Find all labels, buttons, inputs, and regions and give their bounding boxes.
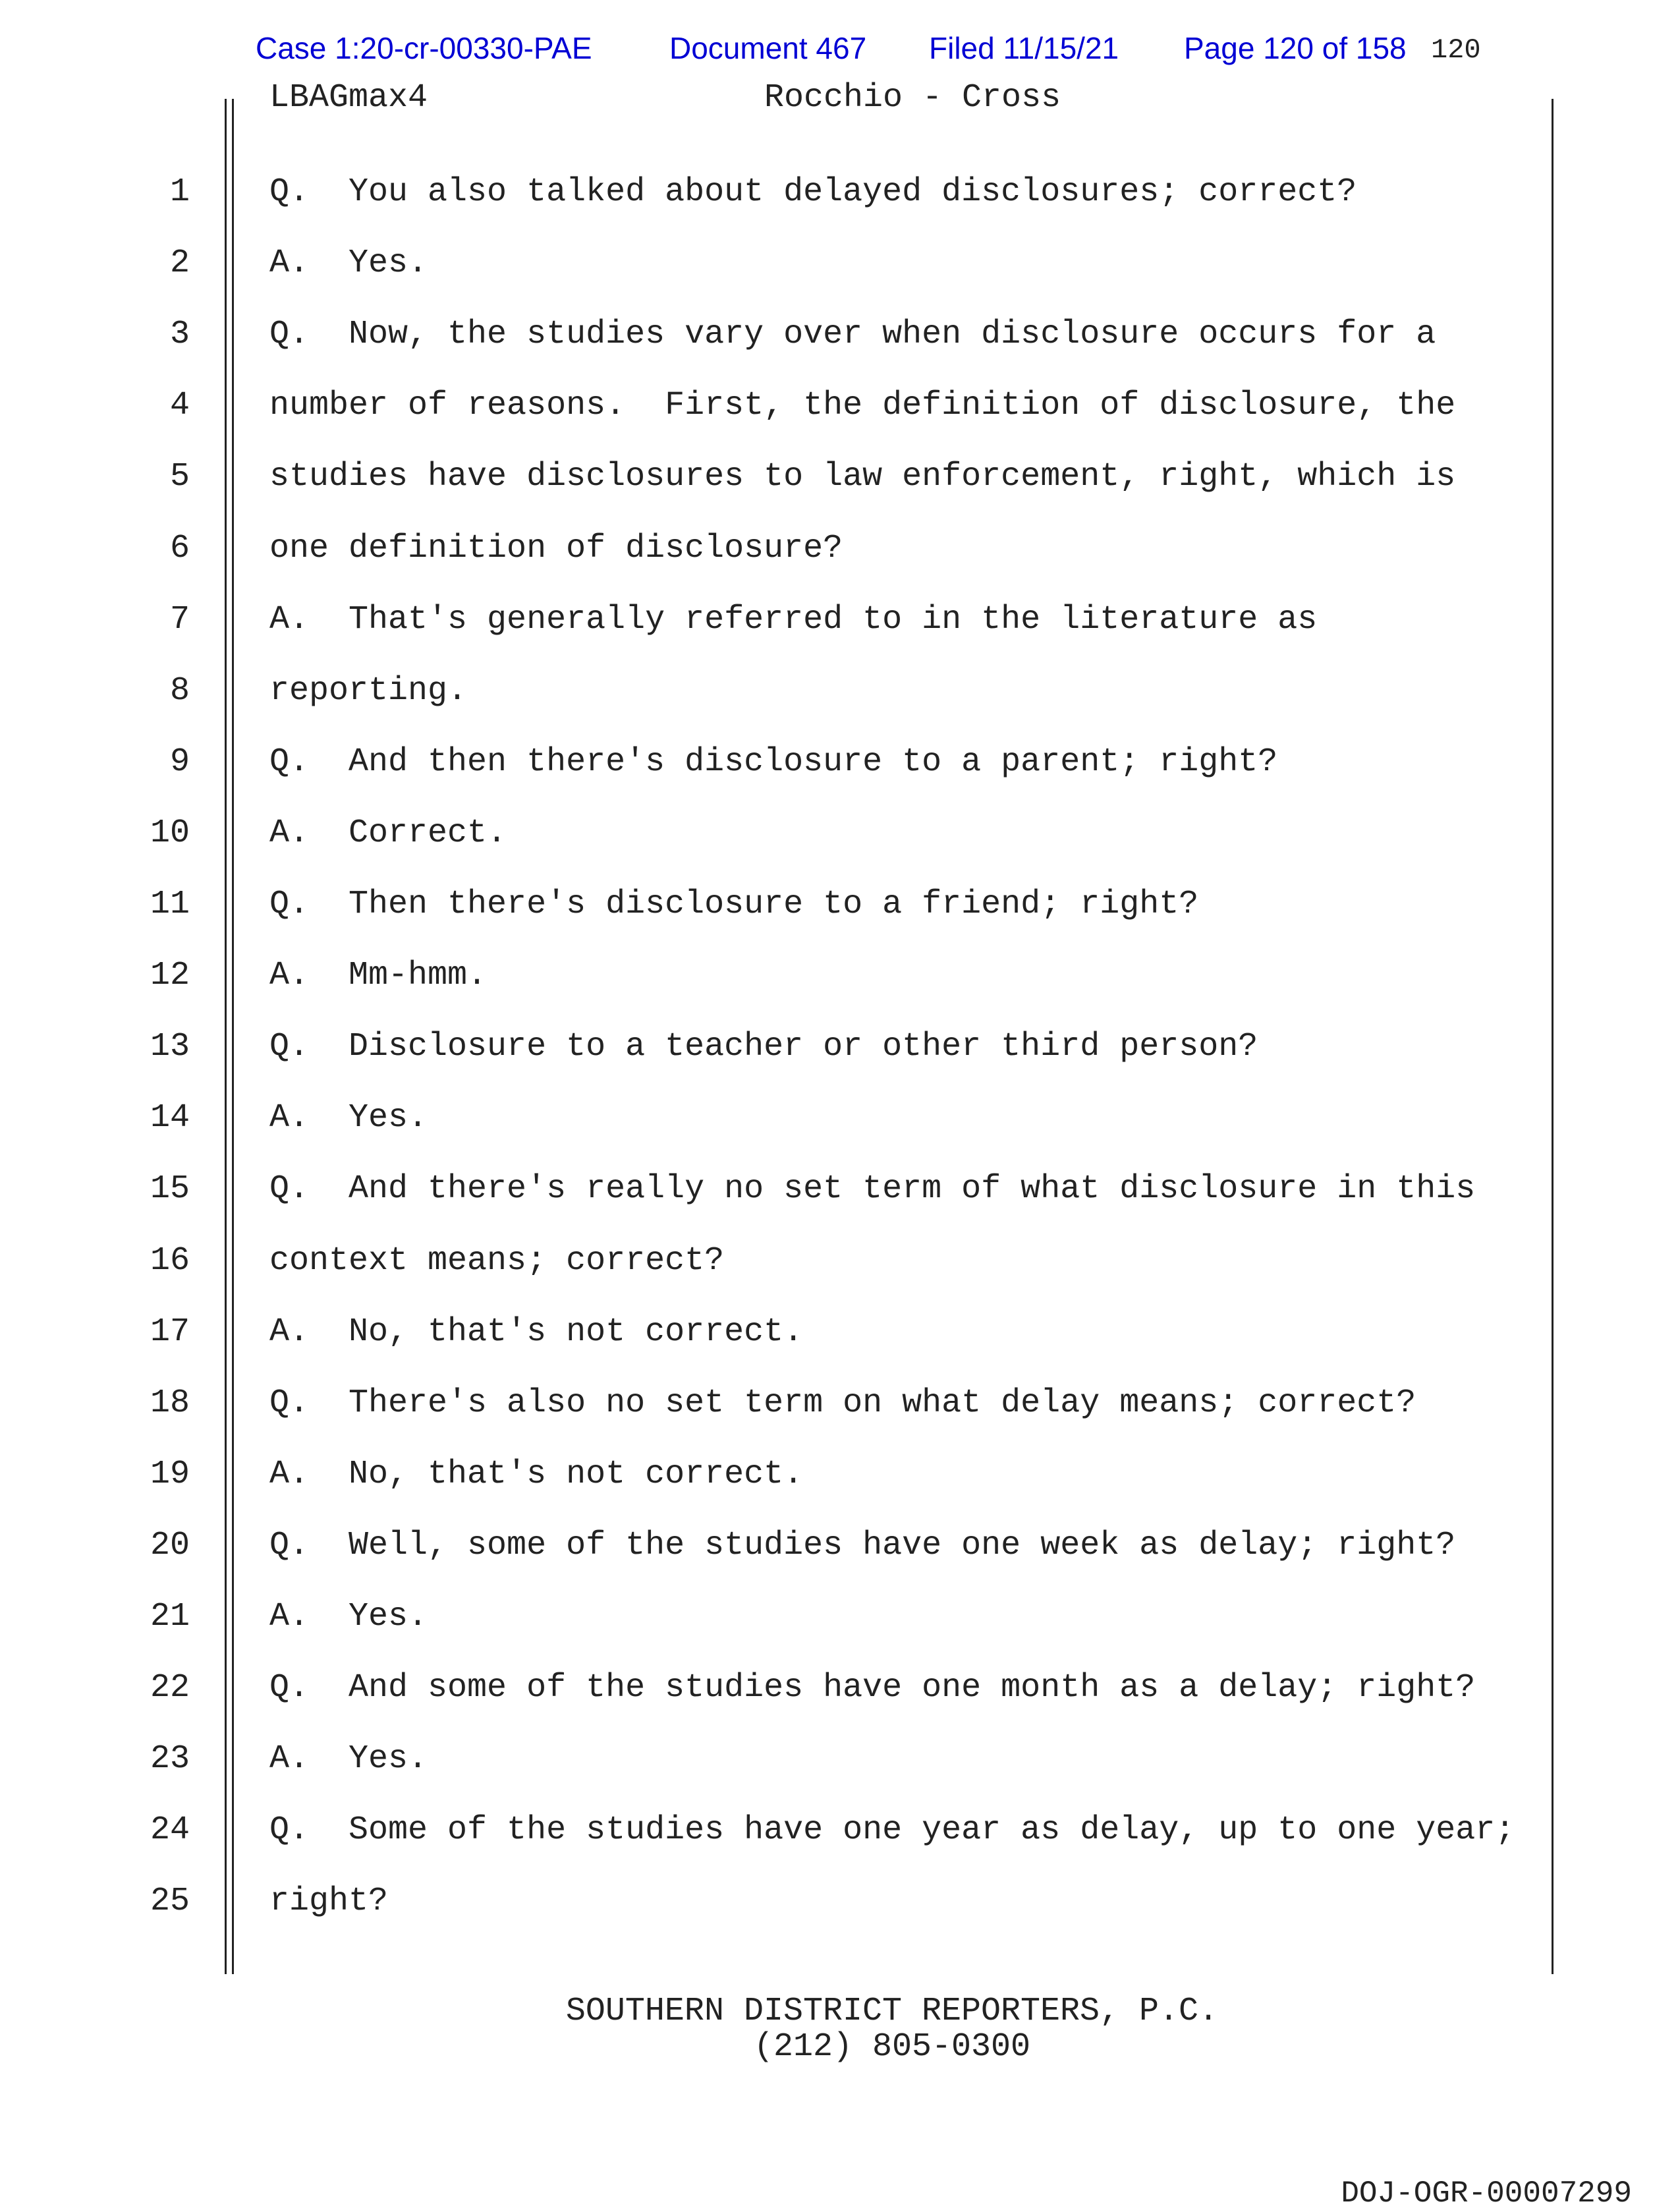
transcript-line bbox=[0, 1598, 1680, 1669]
line-number: 19 bbox=[150, 1455, 190, 1493]
transcript-line bbox=[0, 1099, 1680, 1170]
line-number: 10 bbox=[150, 814, 190, 852]
line-number: 12 bbox=[150, 957, 190, 995]
transcript-line bbox=[0, 1028, 1680, 1099]
line-number: 4 bbox=[169, 387, 190, 425]
transcript-line bbox=[0, 1170, 1680, 1241]
line-text: Q. Some of the studies have one year as delay, up to one year; bbox=[269, 1811, 1515, 1850]
line-text: Q. Now, the studies vary over when disclosure occurs for a bbox=[269, 316, 1436, 354]
line-number: 1 bbox=[169, 173, 190, 211]
transcript-page-number: 120 bbox=[1431, 34, 1481, 66]
transcript-line bbox=[0, 601, 1680, 672]
line-number: 5 bbox=[169, 458, 190, 496]
transcript-line bbox=[0, 1883, 1680, 1954]
line-text: A. Yes. bbox=[269, 1099, 428, 1137]
line-text: number of reasons. First, the definition of disclosure, the bbox=[269, 387, 1456, 425]
transcript-line bbox=[0, 814, 1680, 886]
line-text: context means; correct? bbox=[269, 1241, 725, 1280]
bates-number: DOJ-OGR-00007299 bbox=[1341, 2176, 1632, 2211]
line-number: 11 bbox=[150, 886, 190, 923]
line-number: 13 bbox=[150, 1028, 190, 1066]
transcript-line bbox=[0, 316, 1680, 387]
line-text: A. Mm-hmm. bbox=[269, 957, 488, 995]
transcript-line bbox=[0, 1384, 1680, 1456]
case-number: Case 1:20-cr-00330-PAE bbox=[256, 31, 592, 65]
transcript-line bbox=[0, 1242, 1680, 1313]
transcript-line bbox=[0, 387, 1680, 458]
line-text: A. Correct. bbox=[269, 814, 507, 852]
transcript-line bbox=[0, 458, 1680, 529]
line-number: 6 bbox=[169, 529, 190, 567]
line-text: A. No, that's not correct. bbox=[269, 1455, 804, 1493]
line-text: Q. There's also no set term on what delay means; correct? bbox=[269, 1384, 1416, 1422]
line-number: 2 bbox=[169, 244, 190, 283]
transcript-line bbox=[0, 886, 1680, 957]
line-text: Q. Disclosure to a teacher or other third person? bbox=[269, 1028, 1258, 1066]
line-number: 21 bbox=[150, 1598, 190, 1635]
footer-reporter: SOUTHERN DISTRICT REPORTERS, P.C. bbox=[565, 1993, 1219, 2030]
line-number: 24 bbox=[150, 1811, 190, 1850]
line-text: studies have disclosures to law enforcement, right, which is bbox=[269, 458, 1456, 496]
footer-phone: (212) 805-0300 bbox=[753, 2028, 1031, 2066]
line-text: A. That's generally referred to in the literature as bbox=[269, 600, 1318, 638]
line-text: Q. And then there's disclosure to a parent; right? bbox=[269, 743, 1278, 781]
line-text: Q. Then there's disclosure to a friend; right? bbox=[269, 886, 1199, 923]
transcript-line bbox=[0, 957, 1680, 1028]
line-text: Q. You also talked about delayed disclosures; correct? bbox=[269, 173, 1357, 211]
transcript-line bbox=[0, 672, 1680, 743]
line-number: 14 bbox=[150, 1099, 190, 1137]
line-number: 15 bbox=[150, 1170, 190, 1208]
page-stamp: Page 120 of 158 bbox=[1184, 31, 1407, 65]
transcript-line bbox=[0, 1740, 1680, 1811]
header-code: LBAGmax4 bbox=[269, 79, 428, 117]
transcript-line bbox=[0, 530, 1680, 601]
line-text: reporting. bbox=[269, 671, 468, 710]
line-number: 3 bbox=[169, 316, 190, 354]
line-number: 18 bbox=[150, 1384, 190, 1422]
line-number: 22 bbox=[150, 1669, 190, 1707]
line-number: 23 bbox=[150, 1740, 190, 1778]
line-text: A. Yes. bbox=[269, 1740, 428, 1778]
line-text: right? bbox=[269, 1883, 389, 1921]
line-number: 9 bbox=[169, 743, 190, 781]
line-number: 25 bbox=[150, 1883, 190, 1921]
line-text: one definition of disclosure? bbox=[269, 529, 843, 567]
line-text: A. No, that's not correct. bbox=[269, 1313, 804, 1351]
transcript-line bbox=[0, 1669, 1680, 1740]
transcript-line bbox=[0, 1811, 1680, 1883]
line-text: Q. And there's really no set term of what disclosure in this bbox=[269, 1170, 1476, 1208]
line-number: 8 bbox=[169, 671, 190, 710]
transcript-line bbox=[0, 1527, 1680, 1598]
transcript-line bbox=[0, 1313, 1680, 1384]
line-text: A. Yes. bbox=[269, 1598, 428, 1635]
transcript-line bbox=[0, 1456, 1680, 1527]
filed-date: Filed 11/15/21 bbox=[929, 31, 1119, 65]
line-number: 16 bbox=[150, 1241, 190, 1280]
line-text: Q. Well, some of the studies have one week as delay; right? bbox=[269, 1526, 1456, 1564]
line-number: 17 bbox=[150, 1313, 190, 1351]
line-number: 20 bbox=[150, 1526, 190, 1564]
document-number: Document 467 bbox=[669, 31, 867, 65]
header-witness: Rocchio - Cross bbox=[764, 79, 1061, 117]
transcript-line bbox=[0, 743, 1680, 814]
transcript-line bbox=[0, 173, 1680, 244]
line-text: Q. And some of the studies have one month as a delay; right? bbox=[269, 1669, 1476, 1707]
transcript-line bbox=[0, 244, 1680, 316]
line-number: 7 bbox=[169, 600, 190, 638]
line-text: A. Yes. bbox=[269, 244, 428, 283]
